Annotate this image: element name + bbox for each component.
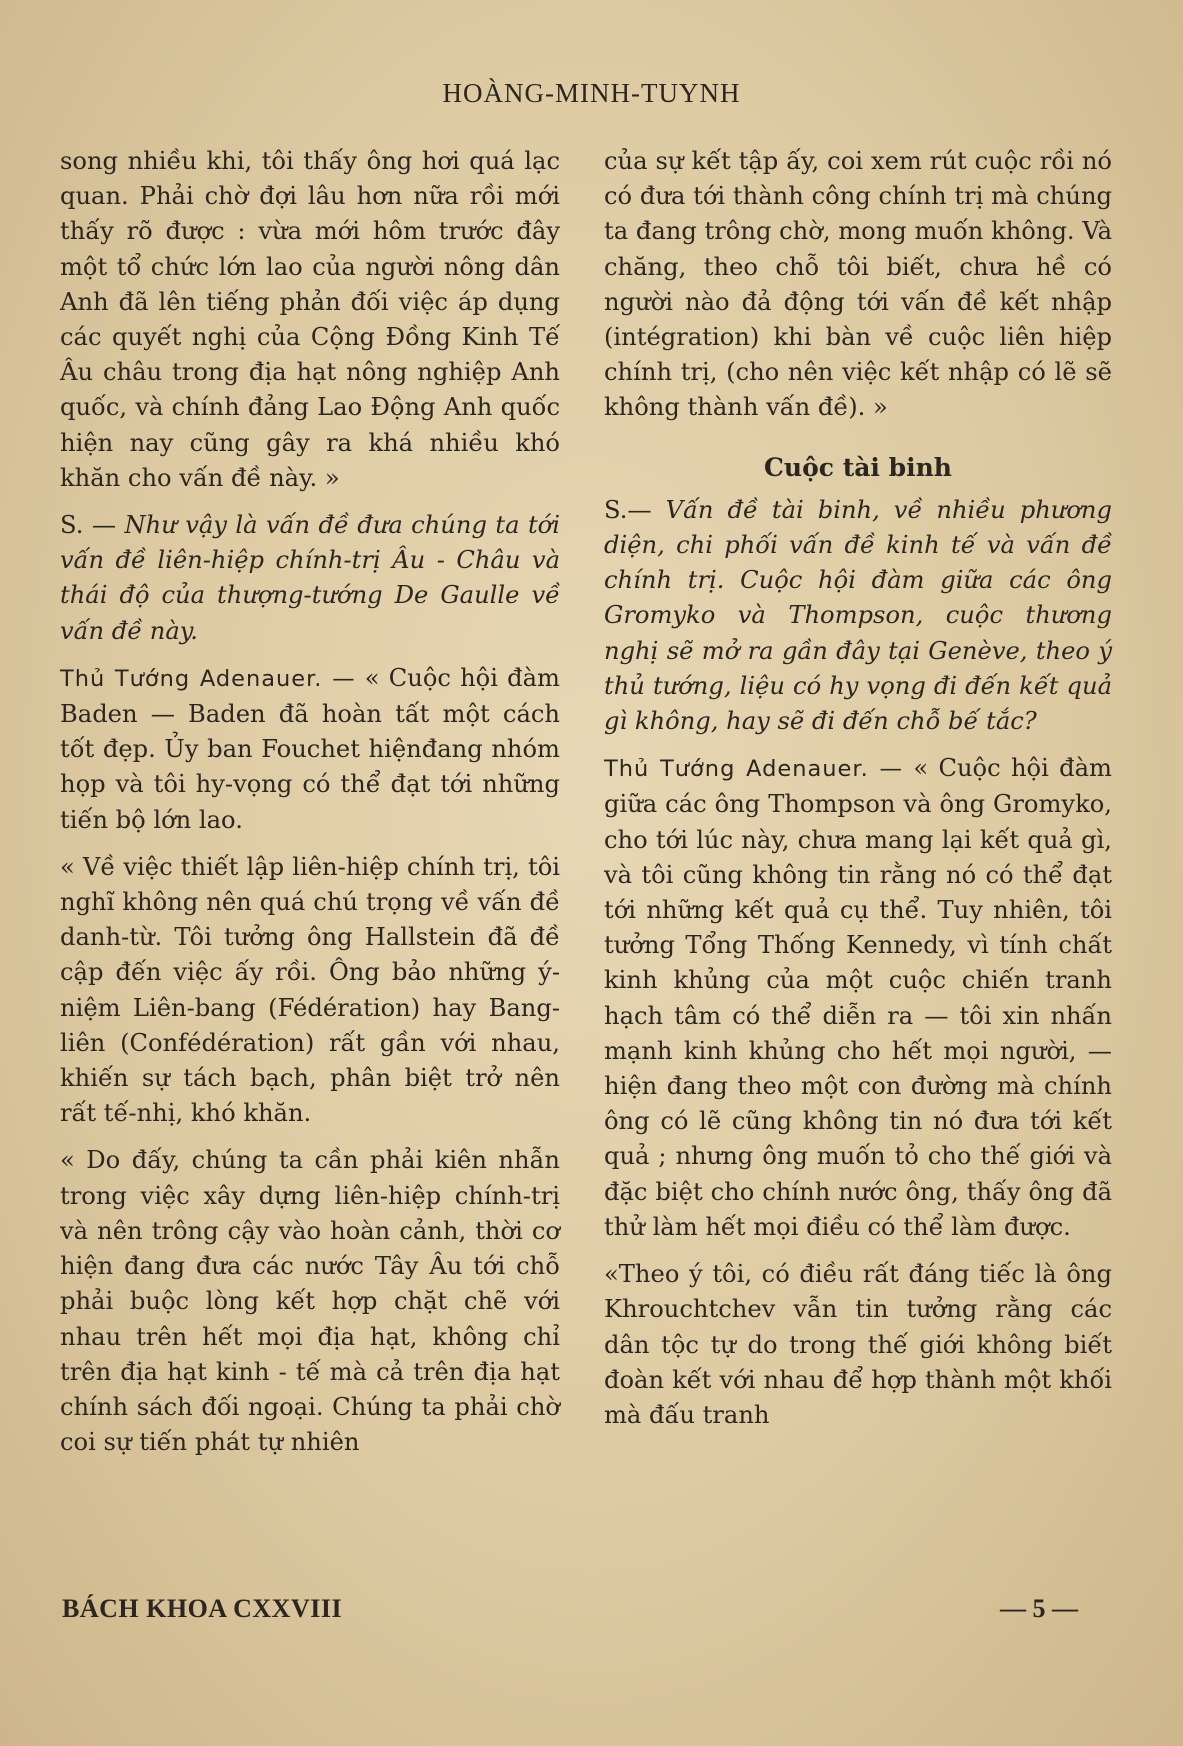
paragraph: «Theo ý tôi, có điều rất đáng tiếc là ông Khrouchtchev vẫn tin tưởng rằng các dân tộc tự do trong thế giới không biết đoàn kết với nhau để hợp thành một khối mà đấu tranh <box>604 1260 1112 1429</box>
question-label: S.— <box>604 495 652 524</box>
paragraph: « Do đấy, chúng ta cần phải kiên nhẫn trong việc xây dựng liên-hiệp chính-trị và nên trông cậy vào hoàn cảnh, thời cơ hiện đang đưa các nước Tây Âu tới chỗ phải buộc lòng kết hợp chặt chẽ với nhau trên hết mọi địa hạt, không chỉ trên địa hạt kinh - tế mà cả trên địa hạt chính sách đối ngoại. Chúng ta phải chờ coi sự tiến phát tự nhiên <box>60 1146 560 1457</box>
paragraph: « Về việc thiết lập liên-hiệp chính trị, tôi nghĩ không nên quá chú trọng về vấn đề danh-từ. Tôi tưởng ông Hallstein đã đề cập đến việc ấy rồi. Ông bảo những ý-niệm Liên-bang (Fédération) hay Bang-liên (Confédération) rất gần với nhau, khiến sự tách bạch, phân biệt trở nên rất tế-nhị, khó khăn. <box>60 852 560 1128</box>
question-text: Như vậy là vấn đề đưa chúng ta tới vấn đề liên-hiệp chính-trị Âu - Châu và thái độ của thượng-tướng De Gaulle về vấn đề này. <box>60 511 560 645</box>
paragraph: của sự kết tập ấy, coi xem rút cuộc rồi nó có đưa tới thành công chính trị mà chúng ta đang trông chờ, mong muốn không. Và chăng, theo chỗ tôi biết, chưa hề có người nào đả động tới vấn đề kết nhập (intégration) khi bàn về cuộc liên hiệp chính trị, (cho nên việc kết nhập có lẽ sẽ không thành vấn đề). » <box>604 147 1112 422</box>
answer-text: « Cuộc hội đàm Baden — Baden đã hoàn tất một cách tốt đẹp. Ủy ban Fouchet hiệnđang nhóm họp và tôi hy-vọng có thể đạt tới những tiến bộ lớn lao. <box>60 663 560 834</box>
question-text: Vấn đề tài binh, về nhiều phương diện, chi phối vấn đề kinh tế và vấn đề chính trị. Cuộc hội đàm giữa các ông Gromyko và Thompson, cuộc thương nghị sẽ mở ra gần đây tại Genève, theo ý thủ tướng, liệu có hy vọng đi đến kết quả gì không, hay sẽ đi đến chỗ bế tắc? <box>604 495 1112 736</box>
left-column <box>60 144 560 1460</box>
running-header: HOÀNG-MINH-TUYNH <box>442 78 741 108</box>
section-title: Cuộc tài binh <box>764 452 952 482</box>
answer-paragraph <box>604 751 1112 1245</box>
paragraph: song nhiều khi, tôi thấy ông hơi quá lạc quan. Phải chờ đợi lâu hơn nữa rồi mới thấy rõ được : vừa mới hôm trước đây một tổ chức lớn lao của người nông dân Anh đã lên tiếng phản đối việc áp dụng các quyết nghị của Cộng Đồng Kinh Tế Âu châu trong địa hạt nông nghiệp Anh quốc, và chính đảng Lao Động Anh quốc hiện nay cũng gây ra khá nhiều khó khăn cho vấn đề này. » <box>60 147 560 492</box>
answer-text: « Cuộc hội đàm giữa các ông Thompson và ông Gromyko, cho tới lúc này, chưa mang lại kết quả gì, và tôi cũng không tin rằng nó có thể đạt tới những kết quả cụ thể. Tuy nhiên, tôi tưởng Tổng Thống Kennedy, vì tính chất kinh khủng của một cuộc chiến tranh hạch tâm có thể diễn ra — tôi xin nhấn mạnh kinh khủng cho hết mọi người, — hiện đang theo một con đường mà chính ông có lẽ cũng không tin nó đưa tới kết quả ; nhưng ông muốn tỏ cho thế giới và đặc biệt cho chính nước ông, thấy ông đã thử làm hết mọi điều có thể làm được. <box>604 754 1112 1241</box>
question-paragraph <box>60 508 560 649</box>
answer-paragraph <box>60 661 560 838</box>
speaker-name: Thủ Tướng Adenauer. — <box>60 665 356 692</box>
page-number: — 5 — <box>1000 1594 1078 1623</box>
question-paragraph <box>604 493 1112 739</box>
question-label: S. — <box>60 511 117 540</box>
right-column <box>604 144 1112 1433</box>
magazine-footer: BÁCH KHOA CXXVIII <box>62 1594 343 1623</box>
speaker-name: Thủ Tướng Adenauer. — <box>604 756 904 783</box>
